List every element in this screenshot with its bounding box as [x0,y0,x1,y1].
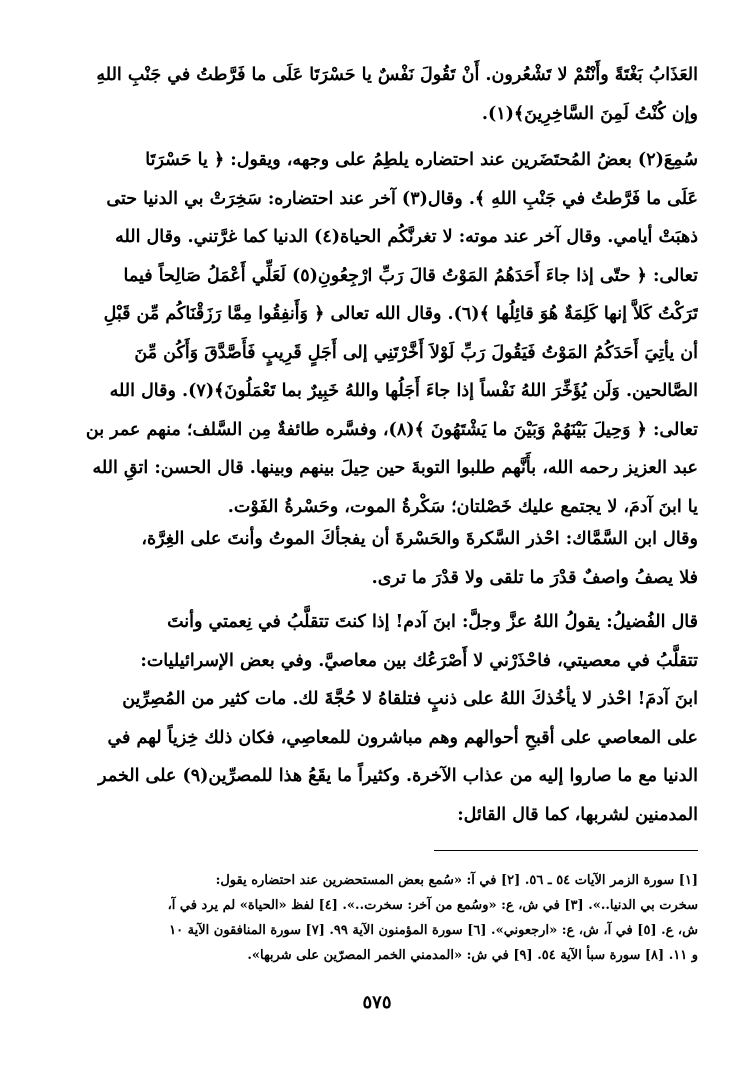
text-line: يا ابنَ آدمَ، لا يجتمع عليك خَصْلتان؛ سَكْرةُ الموت، وحَسْرةُ الفَوْت. [227,496,698,517]
text-line: وإن كُنْتُ لَمِنَ السَّاخِرِينَ﴾(١). [481,103,698,124]
text-line: فلا يصفُ واصفٌ قدْرَ ما تلقى ولا قدْرَ ما ترى. [371,567,698,588]
text-line: ابنَ آدمَ! احْذر لا يأخُذكَ اللهُ على ذنبٍ فتلقاهُ لا حُجَّةَ لك. مات كثير من المُصِرِّين [122,689,698,709]
footnote-line: ش، ع. [٥] في آ، ش، ع: «ارجعوني». [٦] سورة المؤمنون الآية ٩٩. [٧] سورة المنافقون الآية ١٠ [169,923,698,938]
text-line: المدمنين لشربها، كما قال القائل: [457,804,698,825]
text-line: سُمِعَ(٢) بعضُ المُحتَضَرين عند احتضاره يلطِمُ على وجهه، ويقول: ﴿ يا حَسْرَتَا [145,150,698,170]
footnote-line: [١] سورة الزمر الآيات ٥٤ ـ ٥٦. [٢] في آ: «سُمع بعض المستحضرين عند احتضاره يقول: [215,873,698,888]
text-line: ذهبَتْ أيامي. وقال آخر عند موته: لا تغرنَّكُم الحياة(٤) الدنيا كما غرَّتني. وقال الله [115,227,698,247]
footnote-line: سخرت بي الدنيا..». [٣] في ش، ع: «وسُمع من آخر: سخرت..». [٤] لفظ «الحياة» لم يرد في آ، [167,898,698,913]
paragraph-quran-verse [54,56,698,133]
page-number: ٥٧٥ [362,992,392,1013]
text-line: عَلَى ما فَرَّطتُ في جَنْبِ اللهِ ﴾. وقال(٣) آخر عند احتضاره: سَخِرَتْ بي الدنيا حتى [106,188,698,209]
text-line: عبد العزيز رحمه الله، بأَنَّهم طلبوا التوبةَ حين حِيلَ بينهم وبينها. قال الحسن: اتقِ الله [92,458,698,478]
paragraph-dying-regret [54,141,698,526]
text-line: تَرَكْتُ كَلاَّ إنها كَلِمَةٌ هُوَ قائِلُها ﴾(٦). وقال الله تعالى ﴿ وَأَنفِقُوا مِمَّا رَزَقْنَاكُم مِّن قَبْلِ [103,304,698,324]
footnotes [54,868,698,968]
paragraph-al-fudayl [54,603,698,834]
text-line: العَذَابُ بَغْتَةً وأَنْتُمْ لا تَشْعُرون. أَنْ تَقُولَ نَفْسٌ يا حَسْرَتَا عَلَى ما فَرَّطتُ في جَنْبِ اللهِ [96,65,698,85]
text-line: تعالى: ﴿ وَحِيلَ بَيْنَهُمْ وَبَيْنَ ما يَشْتَهُونَ ﴾(٨)، وفسَّره طائفةٌ مِن السَّلف؛ منهم عمر بن [85,419,698,440]
text-line: الدنيا مع ما صاروا إليه من عذاب الآخرة. وكثيراً ما يقَعُ هذا للمصرِّين(٩) على الخمر [98,766,698,786]
text-line: أن يأتِيَ أَحَدَكُمُ المَوْتُ فَيَقُولَ رَبِّ لَوْلاَ أَخَّرْتَنِي إلى أَجَلٍ قَرِيبٍ فَأَصَّدَّقَ وَأَكُن مِّنَ [134,342,698,363]
footnote-separator [434,850,698,851]
text-line: تتقلَّبُ في معصيتي، فاحْذَرْني لا أَصْرَعُك بين معاصيَّ. وفي بعض الإسرائيليات: [140,650,698,671]
text-line: على المعاصي على أقبحِ أحوالهم وهم مباشرون للمعاصِي، فكان ذلك خِزياً لهم في [107,727,698,748]
text-line: وقال ابن السَّمَّاك: احْذر السَّكرةَ والحَسْرةَ أن يفجأكَ الموتُ وأنتَ على الغِرَّة، [141,529,698,549]
paragraph-ibn-al-sammak [54,520,698,597]
text-line: قال الفُضيلُ: يقولُ اللهُ عزَّ وجلَّ: ابنَ آدم! إذا كنتَ تتقلَّبُ في نِعمتي وأنتَ [167,612,698,632]
footnote-line: و ١١. [٨] سورة سبأ الآية ٥٤. [٩] في ش: «المدمني الخمر المصرّين على شربها». [247,948,698,963]
text-line: الصَّالحين. وَلَن يُؤَخِّرَ اللهُ نَفْساً إذا جاءَ أَجَلُها واللهُ خَبِيرٌ بما تَعْمَلُونَ﴾(٧). وقال الله [109,381,698,401]
text-line: تعالى: ﴿ حتّى إذا جاءَ أَحَدَهُمُ المَوْتُ قالَ رَبِّ ارْجِعُونِ(٥) لَعَلِّي أَعْمَلُ صَالِحاً فيما [123,265,698,286]
